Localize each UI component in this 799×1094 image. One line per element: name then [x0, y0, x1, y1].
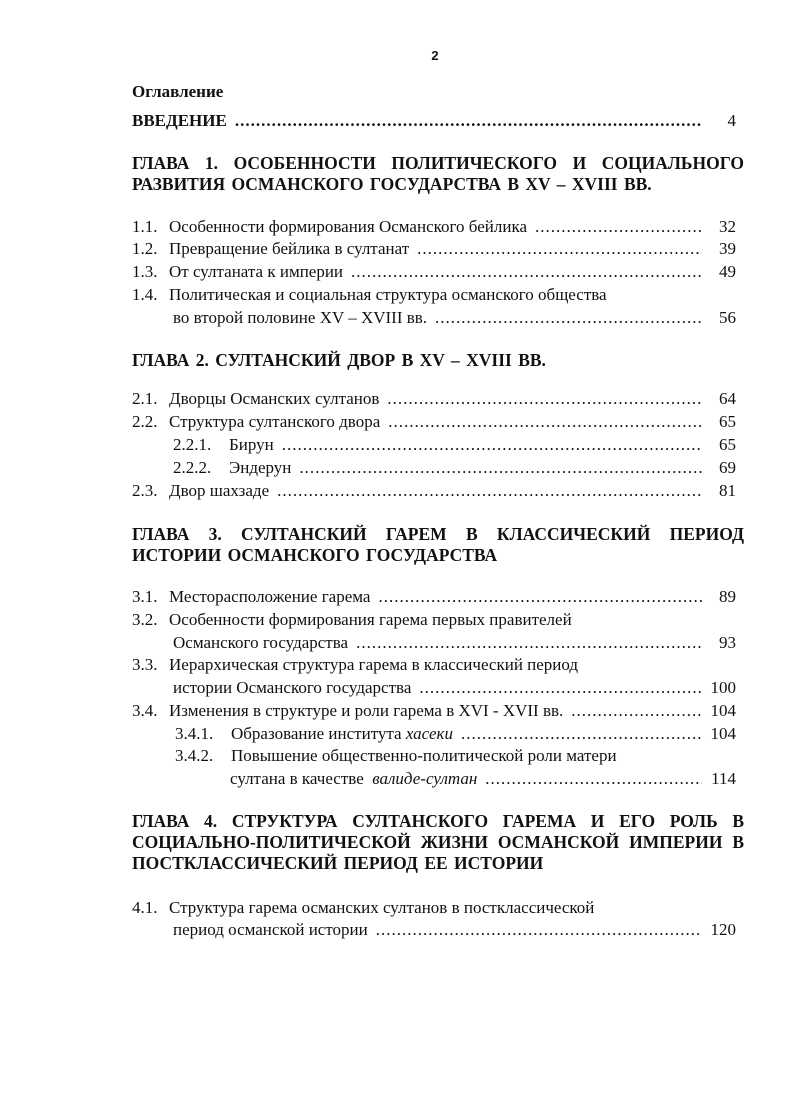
toc-entry-continuation: Османского государства ..... 93: [173, 633, 736, 653]
toc-entry: 2.2. Структура султанского двора ..... 65: [132, 412, 736, 432]
toc-entry: 2.2.1. Бирун ..... 65: [173, 435, 736, 455]
toc-entry: 4.1. Структура гарема османских султанов в постклассической: [132, 898, 595, 917]
toc-entry: 3.2. Особенности формирования гарема первых правителей: [132, 610, 572, 629]
chapter-1-title: ГЛАВА 1. ОСОБЕННОСТИ ПОЛИТИЧЕСКОГО И СОЦИАЛЬНОГО РАЗВИТИЯ ОСМАНСКОГО ГОСУДАРСТВА В XV – XVIII ВВ.: [132, 153, 744, 194]
toc-entry: 2.2.2. Эндерун ..... 69: [173, 458, 736, 478]
toc-entry: 2.3. Двор шахзаде ..... 81: [132, 481, 736, 501]
toc-entry-continuation: во второй половине XV – XVIII вв. ..... 56: [173, 308, 736, 328]
toc-entry-intro: [132, 111, 736, 131]
toc-entry: 3.4. Изменения в структуре и роли гарема в XVI - XVII вв. ..... 104: [132, 701, 736, 721]
intro-label: ВВЕДЕНИЕ: [132, 111, 227, 130]
intro-page: 4: [727, 111, 736, 130]
toc-entry: 1.3. От султаната к империи ..... 49: [132, 262, 736, 282]
toc-heading: Оглавление: [132, 82, 224, 101]
toc-entry: 1.4. Политическая и социальная структура османского общества: [132, 285, 607, 304]
toc-entry: 1.2. Превращение бейлика в султанат ..... 39: [132, 239, 736, 259]
chapter-2-title: ГЛАВА 2. СУЛТАНСКИЙ ДВОР В XV – XVIII ВВ.: [132, 350, 546, 370]
toc-entry-continuation: истории Османского государства ..... 100: [173, 678, 736, 698]
toc-entry: 3.3. Иерархическая структура гарема в классический период: [132, 655, 579, 674]
chapter-3-title: ГЛАВА 3. СУЛТАНСКИЙ ГАРЕМ В КЛАССИЧЕСКИЙ ПЕРИОД ИСТОРИИ ОСМАНСКОГО ГОСУДАРСТВА: [132, 524, 744, 565]
toc-entry: 2.1. Дворцы Османских султанов ..... 64: [132, 389, 736, 409]
toc-entry-continuation: султана в качестве валиде-султан ..... 114: [230, 769, 736, 789]
toc-entry: 1.1. Особенности формирования Османского бейлика ..... 32: [132, 217, 736, 237]
page-number: 2: [431, 48, 439, 63]
toc-entry-continuation: период османской истории ..... 120: [173, 920, 736, 940]
chapter-4-title: ГЛАВА 4. СТРУКТУРА СУЛТАНСКОГО ГАРЕМА И ЕГО РОЛЬ В СОЦИАЛЬНО-ПОЛИТИЧЕСКОЙ ЖИЗНИ ОСМАНСКОЙ ИМПЕРИИ В ПОСТКЛАССИЧЕСКИЙ ПЕРИОД ЕЕ ИСТОРИИ: [132, 811, 744, 873]
toc-entry: 3.4.1. Образование института хасеки ..... 104: [175, 724, 736, 744]
toc-entry: 3.1. Месторасположение гарема ..... 89: [132, 587, 736, 607]
toc-entry: 3.4.2. Повышение общественно-политической роли матери: [175, 746, 617, 765]
